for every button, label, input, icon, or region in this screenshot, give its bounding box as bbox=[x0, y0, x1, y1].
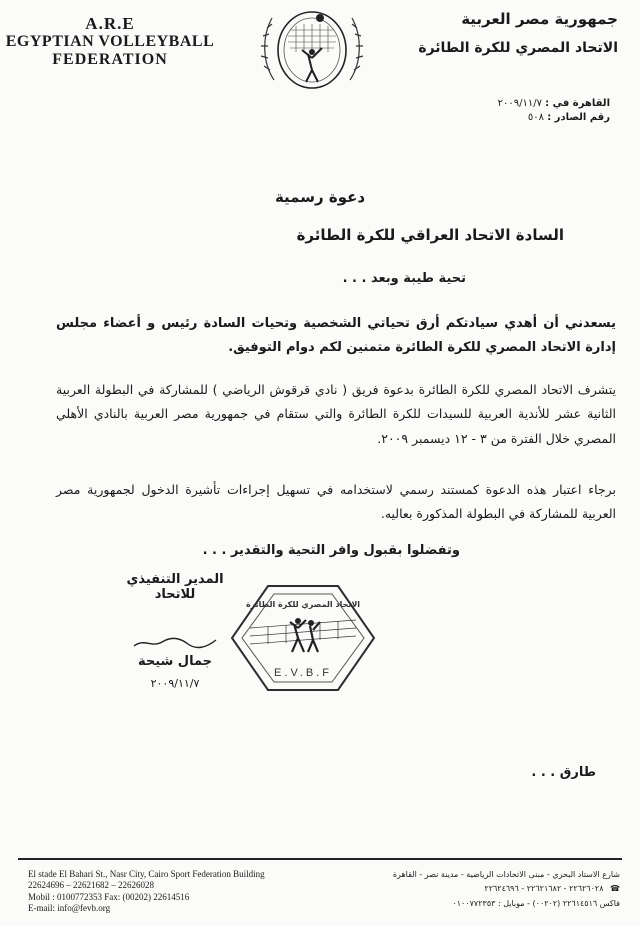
letter-paragraph-3: برجاء اعتبار هذه الدعوة كمستند رسمي لاستخدامه في تسهيل إجراءات تأشيرة الدخول لجمهورية مصر العربية للمشاركة في البطولة المذكورة بعاليه. bbox=[56, 482, 616, 522]
ref-line bbox=[498, 111, 610, 125]
footer-arabic bbox=[320, 868, 620, 911]
federation-logo bbox=[258, 0, 366, 98]
ref-label: رقم الصادر : bbox=[547, 111, 610, 123]
country-abbrev: A.R.E bbox=[85, 14, 135, 33]
footer-fax-mobile-ar: فاكس ٢٢٦١٤٥١٦ (٠٠٢٠٢) - موبايل : ٠١٠٠٧٧٢٣٥٣ bbox=[452, 898, 620, 908]
date-value: ٢٠٠٩/١١/٧ bbox=[497, 98, 542, 109]
signature-scribble bbox=[130, 636, 220, 650]
federation-name-ar: الاتحاد المصري للكرة الطائرة bbox=[418, 40, 618, 56]
signature-name: جمال شيحة bbox=[137, 654, 213, 669]
handwritten-note: طارق . . . bbox=[531, 765, 596, 780]
letter-closing: وتفضلوا بقبول وافر التحية والتقدير . . . bbox=[202, 543, 460, 558]
letter-addressee: السادة الاتحاد العراقي للكرة الطائرة bbox=[296, 226, 564, 244]
signature-block bbox=[105, 572, 245, 690]
signature-date: ٢٠٠٩/١١/٧ bbox=[150, 677, 200, 690]
phone-icon: ☎ bbox=[610, 884, 620, 894]
date-label: القاهرة في : bbox=[545, 98, 610, 109]
signature-title: المدير التنفيذي للاتحاد bbox=[126, 572, 224, 602]
footer-email-en: E-mail: info@fevb.org bbox=[28, 902, 111, 913]
letter-paragraph-1: يسعدني أن أهدي سيادتكم أرق تحياتي الشخصية وتحيات السادة رئيس و أعضاء مجلس إدارة الاتحاد المصري للكرة الطائرة متمنين لكم دوام التوفيق. bbox=[56, 316, 616, 356]
federation-stamp bbox=[228, 580, 378, 696]
footer-address-ar: شارع الاستاد البحري - مبنى الاتحادات الرياضية - مدينة نصر - القاهرة bbox=[392, 870, 620, 879]
english-letterhead bbox=[0, 14, 220, 69]
footer-phones-ar: ٢٢٦٢٦٠٢٨ - ٢٢٦٢١٦٨٢ - ٢٢٦٢٤٦٩٦ bbox=[484, 884, 604, 894]
letter-greeting: تحية طيبة وبعد . . . bbox=[342, 271, 466, 286]
country-name-ar: جمهورية مصر العربية bbox=[461, 10, 618, 28]
letter-paragraph-2: يتشرف الاتحاد المصري للكرة الطائرة بدعوة فريق ( نادي قرقوش الرياضي ) للمشاركة في البطولة العربية الثانية عشر للأندية العربية للسيدات للكرة الطائرة والتي ستقام في جمهورية مصر العربية بالنادي الأهلي المصري خلال الفترة من ٣ - ١٢ ديسمبر ٢٠٠٩. bbox=[56, 382, 616, 446]
ref-value: ٥٠٨ bbox=[527, 111, 545, 123]
date-line bbox=[498, 97, 610, 111]
stamp-text-top: الاتحاد المصري للكرة الطائرة bbox=[245, 600, 361, 609]
letter-meta bbox=[498, 97, 610, 124]
federation-word-en: FEDERATION bbox=[52, 50, 168, 68]
arabic-letterhead bbox=[408, 10, 618, 56]
stamp-text-bottom: E.V.B.F bbox=[274, 667, 332, 679]
footer-phones-en: 22624696 – 22621682 – 22626028 bbox=[28, 880, 154, 891]
footer-phones-line bbox=[320, 882, 620, 896]
footer-english bbox=[28, 869, 265, 914]
footer-address-en: El stade El Bahari St., Nasr City, Cairo Sport Federation Building bbox=[28, 869, 265, 879]
footer-mobile-fax-en: Mobil : 0100772353 Fax: (00202) 22614516 bbox=[28, 891, 190, 902]
federation-name-en: EGYPTIAN VOLLEYBALL bbox=[5, 33, 215, 51]
footer-divider bbox=[18, 858, 622, 860]
letter-title: دعوة رسمية bbox=[274, 188, 366, 206]
